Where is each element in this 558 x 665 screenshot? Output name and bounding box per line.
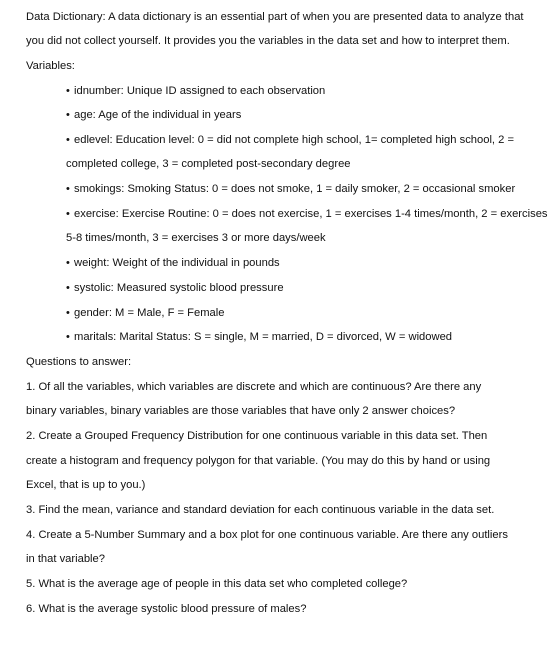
question-4-line-1: 4. Create a 5-Number Summary and a box plot for one continuous variable. Are there any outliers bbox=[26, 529, 508, 541]
variable-gender: • gender: M = Male, F = Female bbox=[66, 306, 224, 320]
variable-maritals: • maritals: Marital Status: S = single, M = married, D = divorced, W = widowed bbox=[66, 330, 452, 344]
question-2-line-1: 2. Create a Grouped Frequency Distribution for one continuous variable in this data set. Then bbox=[26, 430, 488, 442]
question-1-line-1: 1. Of all the variables, which variables are discrete and which are continuous? Are there any bbox=[26, 381, 482, 393]
variable-weight: • weight: Weight of the individual in pounds bbox=[66, 256, 280, 270]
question-2-line-3: Excel, that is up to you.) bbox=[26, 479, 146, 491]
variable-age: • age: Age of the individual in years bbox=[66, 108, 241, 122]
variable-edlevel-continued: completed college, 3 = completed post-secondary degree bbox=[66, 158, 351, 170]
variable-edlevel: • edlevel: Education level: 0 = did not complete high school, 1= completed high school, 2 = bbox=[66, 133, 514, 147]
variable-exercise-continued: 5-8 times/month, 3 = exercises 3 or more days/week bbox=[66, 232, 326, 244]
question-5: 5. What is the average age of people in this data set who completed college? bbox=[26, 578, 408, 590]
variable-idnumber: • idnumber: Unique ID assigned to each observation bbox=[66, 84, 325, 98]
variable-systolic: • systolic: Measured systolic blood pressure bbox=[66, 281, 284, 295]
question-6: 6. What is the average systolic blood pressure of males? bbox=[26, 603, 307, 615]
question-2-line-2: create a histogram and frequency polygon for that variable. (You may do this by hand or using bbox=[26, 455, 491, 467]
variables-heading: Variables: bbox=[26, 60, 75, 72]
question-3: 3. Find the mean, variance and standard deviation for each continuous variable in the data set. bbox=[26, 504, 495, 516]
intro-line-1: Data Dictionary: A data dictionary is an essential part of when you are presented data to analyze that bbox=[26, 11, 524, 23]
intro-line-2: you did not collect yourself. It provides you the variables in the data set and how to interpret them. bbox=[26, 35, 510, 47]
question-4-line-2: in that variable? bbox=[26, 553, 105, 565]
question-1-line-2: binary variables, binary variables are those variables that have only 2 answer choices? bbox=[26, 405, 456, 417]
questions-heading: Questions to answer: bbox=[26, 356, 132, 368]
variable-smokings: • smokings: Smoking Status: 0 = does not smoke, 1 = daily smoker, 2 = occasional smoker bbox=[66, 182, 515, 196]
variable-exercise: • exercise: Exercise Routine: 0 = does not exercise, 1 = exercises 1-4 times/month, 2 = exercises bbox=[66, 207, 548, 221]
